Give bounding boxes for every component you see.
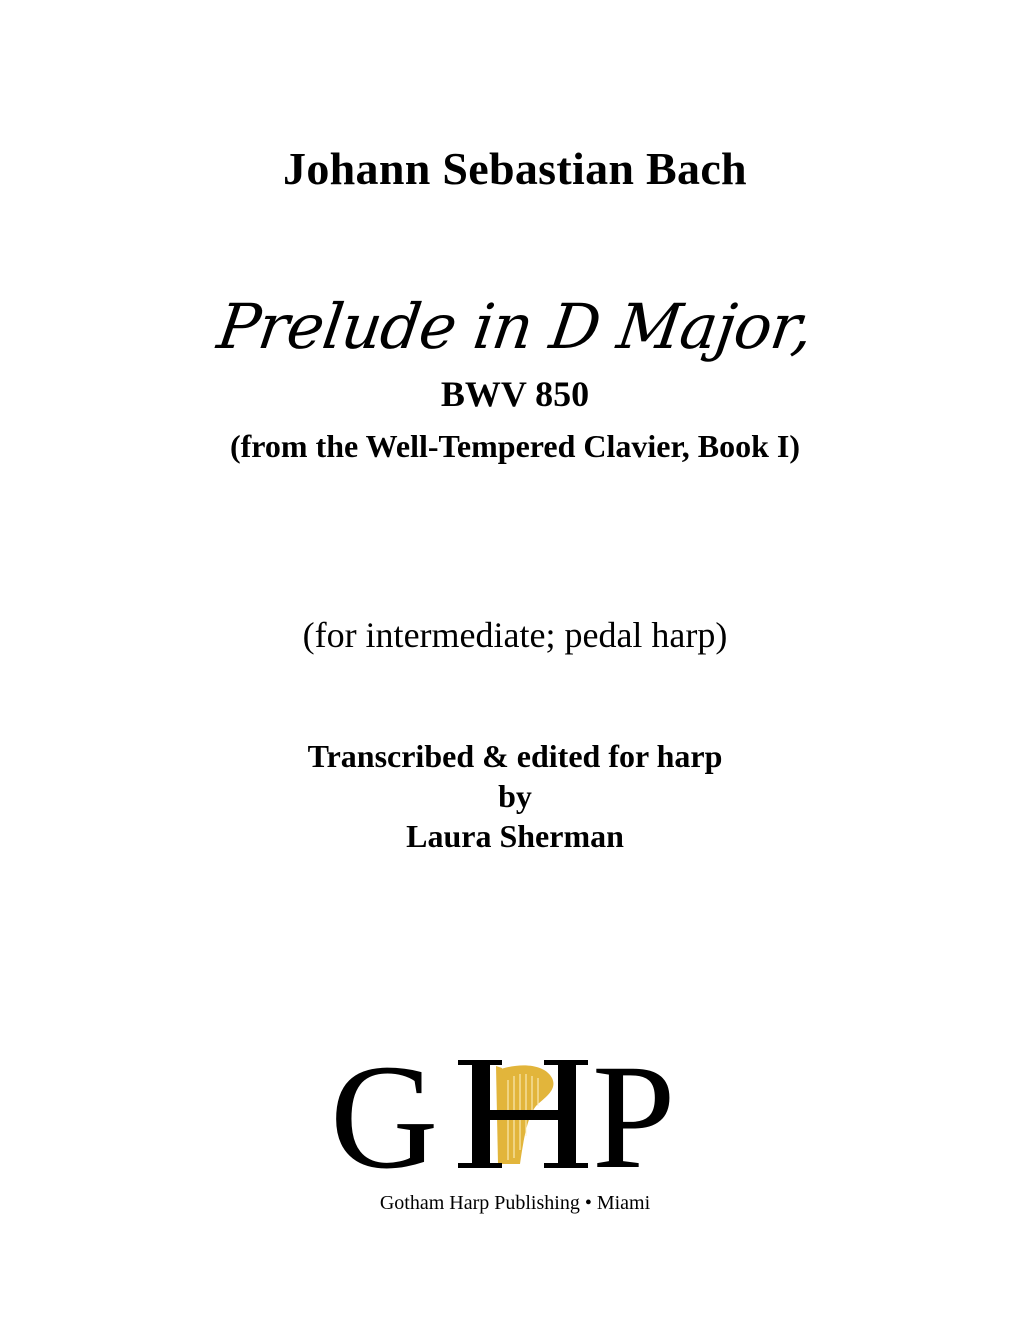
credit-line-transcribed: Transcribed & edited for harp [307,738,723,774]
transcription-credit [0,736,1030,856]
credit-line-arranger: Laura Sherman [406,818,624,854]
credit-line-by: by [498,778,532,814]
publisher-name: Gotham Harp Publishing • Miami [379,1192,651,1214]
source-collection: (from the Well-Tempered Clavier, Book I) [229,428,801,464]
logo-letter-p: P [592,1040,676,1180]
publisher-logo [330,1040,700,1180]
piece-title: Prelude in D Major, [213,290,817,363]
logo-letter-g: G [330,1040,439,1180]
catalog-number: BWV 850 [440,374,590,414]
composer-name: Johann Sebastian Bach [283,143,747,194]
difficulty-level: (for intermediate; pedal harp) [302,615,728,655]
